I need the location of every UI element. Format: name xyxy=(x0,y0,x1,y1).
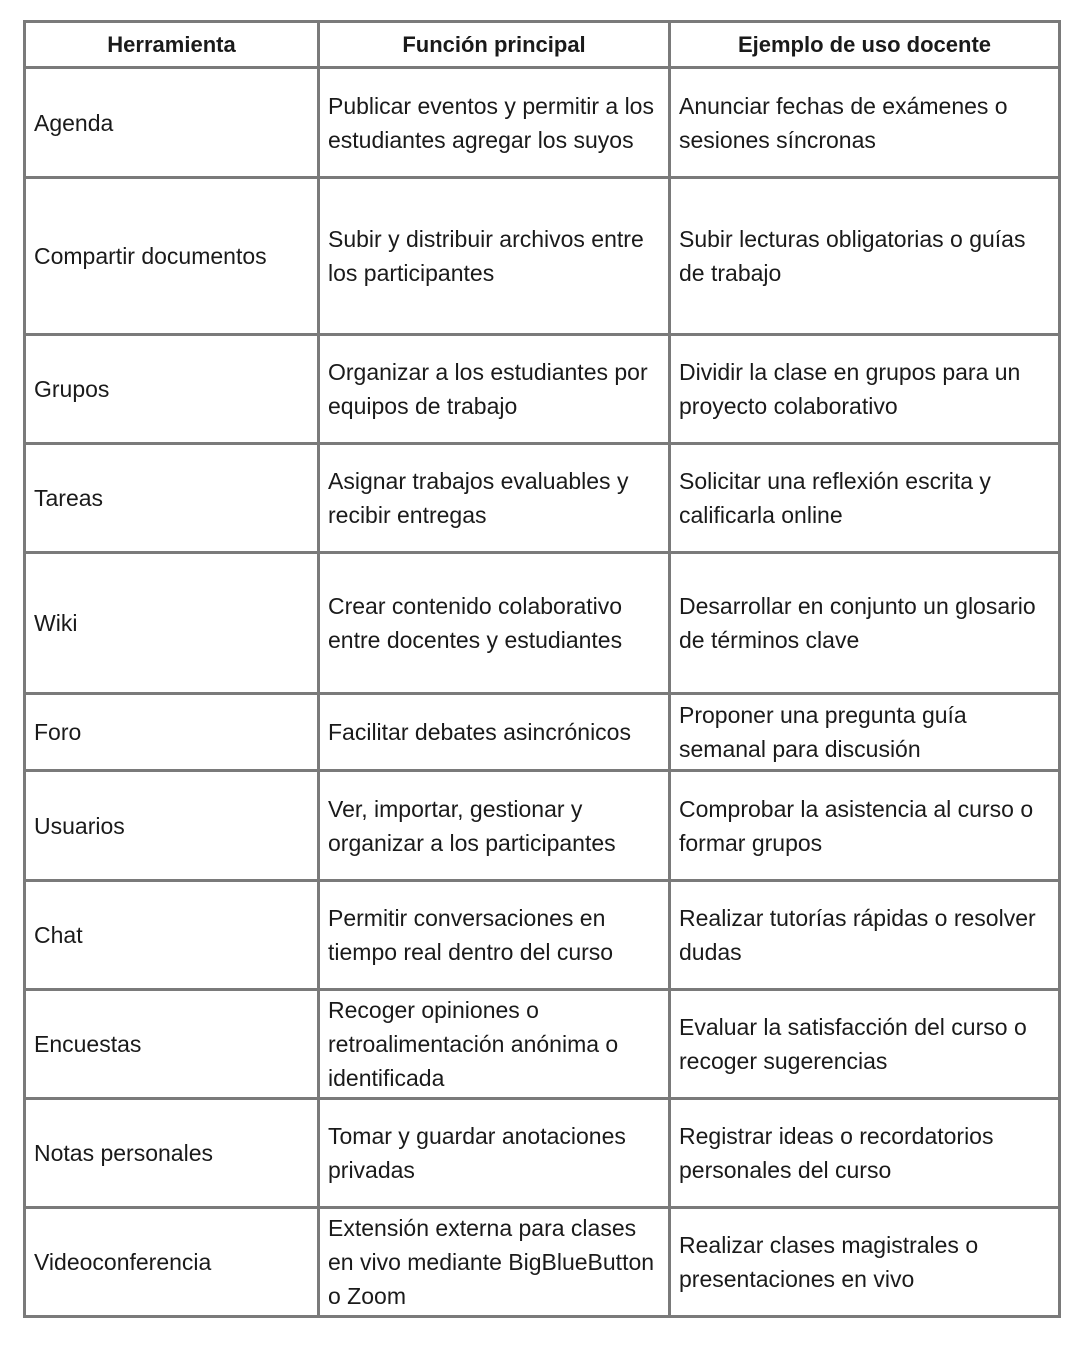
tool-name-cell: Usuarios xyxy=(25,771,319,881)
table-row xyxy=(25,990,1060,1099)
example-cell: Realizar tutorías rápidas o resolver dudas xyxy=(670,881,1060,990)
tool-name-cell: Wiki xyxy=(25,553,319,694)
table-row xyxy=(25,335,1060,444)
table-row xyxy=(25,881,1060,990)
table-row xyxy=(25,444,1060,553)
function-cell: Recoger opiniones o retroalimentación anónima o identificada xyxy=(319,990,670,1099)
function-cell: Permitir conversaciones en tiempo real dentro del curso xyxy=(319,881,670,990)
example-cell: Evaluar la satisfacción del curso o recoger sugerencias xyxy=(670,990,1060,1099)
tool-name-cell: Videoconferencia xyxy=(25,1208,319,1317)
tool-name-cell: Agenda xyxy=(25,68,319,178)
tool-name-cell: Notas personales xyxy=(25,1099,319,1208)
example-cell: Realizar clases magistrales o presentaciones en vivo xyxy=(670,1208,1060,1317)
example-cell: Subir lecturas obligatorias o guías de trabajo xyxy=(670,178,1060,335)
example-cell: Anunciar fechas de exámenes o sesiones síncronas xyxy=(670,68,1060,178)
function-cell: Facilitar debates asincrónicos xyxy=(319,694,670,771)
example-cell: Proponer una pregunta guía semanal para discusión xyxy=(670,694,1060,771)
example-cell: Registrar ideas o recordatorios personales del curso xyxy=(670,1099,1060,1208)
table-row xyxy=(25,1099,1060,1208)
tool-name-cell: Compartir documentos xyxy=(25,178,319,335)
example-cell: Desarrollar en conjunto un glosario de términos clave xyxy=(670,553,1060,694)
tool-name-cell: Tareas xyxy=(25,444,319,553)
example-cell: Comprobar la asistencia al curso o formar grupos xyxy=(670,771,1060,881)
tools-table xyxy=(23,20,1061,1318)
table-row xyxy=(25,553,1060,694)
function-cell: Subir y distribuir archivos entre los participantes xyxy=(319,178,670,335)
header-herramienta: Herramienta xyxy=(25,22,319,68)
function-cell: Extensión externa para clases en vivo mediante BigBlueButton o Zoom xyxy=(319,1208,670,1317)
function-cell: Tomar y guardar anotaciones privadas xyxy=(319,1099,670,1208)
table-row xyxy=(25,771,1060,881)
function-cell: Crear contenido colaborativo entre docentes y estudiantes xyxy=(319,553,670,694)
function-cell: Organizar a los estudiantes por equipos de trabajo xyxy=(319,335,670,444)
header-row xyxy=(25,22,1060,68)
table-row xyxy=(25,178,1060,335)
header-funcion-principal: Función principal xyxy=(319,22,670,68)
tool-name-cell: Encuestas xyxy=(25,990,319,1099)
example-cell: Solicitar una reflexión escrita y calificarla online xyxy=(670,444,1060,553)
table-row xyxy=(25,1208,1060,1317)
tool-name-cell: Foro xyxy=(25,694,319,771)
tool-name-cell: Grupos xyxy=(25,335,319,444)
table-row xyxy=(25,694,1060,771)
tool-name-cell: Chat xyxy=(25,881,319,990)
function-cell: Ver, importar, gestionar y organizar a los participantes xyxy=(319,771,670,881)
table-row xyxy=(25,68,1060,178)
function-cell: Publicar eventos y permitir a los estudiantes agregar los suyos xyxy=(319,68,670,178)
function-cell: Asignar trabajos evaluables y recibir entregas xyxy=(319,444,670,553)
example-cell: Dividir la clase en grupos para un proyecto colaborativo xyxy=(670,335,1060,444)
header-ejemplo-uso: Ejemplo de uso docente xyxy=(670,22,1060,68)
